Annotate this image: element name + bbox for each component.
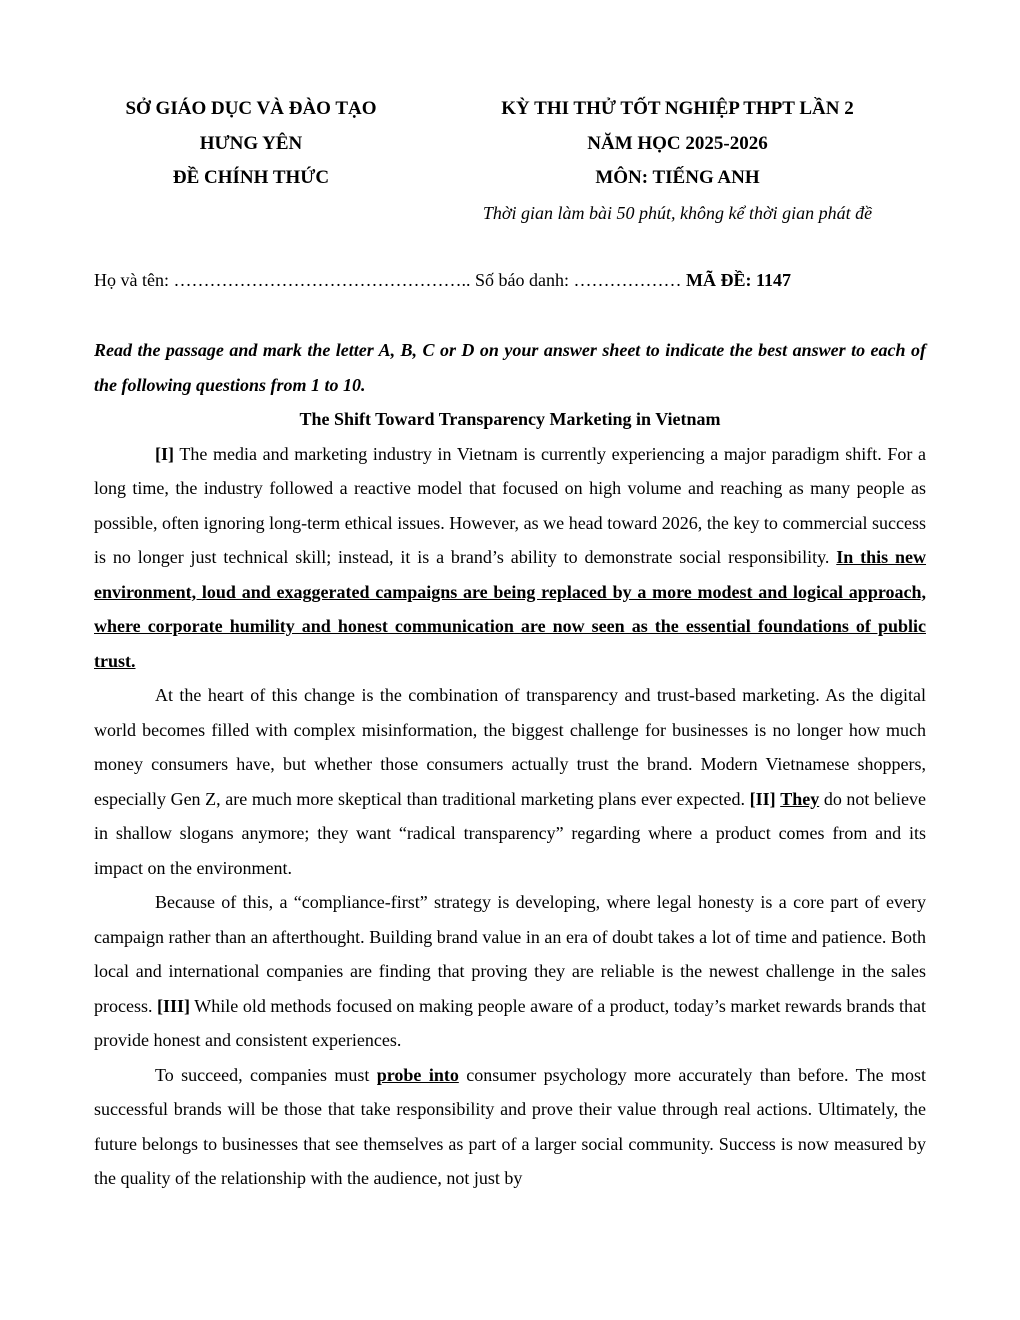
subject: MÔN: TIẾNG ANH bbox=[595, 167, 760, 188]
passage-paragraph-3 bbox=[94, 885, 926, 1058]
p2-text-2: do not believe in shallow slogans anymore; they want “radical transparency” regarding where a product comes from and its impact on the environment. bbox=[94, 788, 926, 878]
passage-paragraph-2 bbox=[94, 678, 926, 885]
exam-code: MÃ ĐỀ: 1147 bbox=[685, 270, 791, 290]
p1-text: The media and marketing industry in Vietnam is currently experiencing a major paradigm shift. For a long time, the industry followed a reactive model that focused on high volume and reaching as many people as possible, often ignoring long-term ethical issues. However, as we head toward 2026, the key to commercial success is no longer just technical skill; instead, it is a brand’s ability to demonstrate social responsibility. bbox=[94, 443, 926, 567]
exam-header bbox=[445, 92, 910, 230]
p3-text-2: While old methods focused on making people aware of a product, today’s market rewards brands that provide honest and consistent experiences. bbox=[94, 995, 926, 1050]
reading-section bbox=[94, 333, 926, 1196]
candidate-fields: Họ và tên: ………………………………………….. Số báo danh: ……………… bbox=[94, 270, 686, 290]
p4-text-1: To succeed, companies must bbox=[155, 1064, 377, 1085]
p4-text-2: consumer psychology more accurately than before. The most successful brands will be those that take responsibility and prove their value through real actions. Ultimately, the future belongs to businesses that see themselves as part of a larger social community. Success is now measured by the quality of the relationship with the audience, not just by bbox=[94, 1064, 926, 1188]
marker-ii: [II] bbox=[749, 788, 776, 809]
department-name: SỞ GIÁO DỤC VÀ ĐÀO TẠO bbox=[125, 98, 377, 119]
department-header bbox=[90, 92, 412, 196]
candidate-info-line bbox=[94, 266, 926, 294]
p1-underlined-sentence: In this new environment, loud and exaggerated campaigns are being replaced by a more modest and logical approach, where corporate humility and honest communication are now seen as the essential foundations of public trust. bbox=[94, 547, 927, 671]
marker-i: [I] bbox=[155, 443, 174, 464]
marker-iii: [III] bbox=[157, 995, 191, 1016]
passage-paragraph-4 bbox=[94, 1058, 926, 1196]
p2-underlined-word: They bbox=[780, 788, 820, 809]
exam-title: KỲ THI THỬ TỐT NGHIỆP THPT LẦN 2 bbox=[501, 98, 854, 119]
school-year: NĂM HỌC 2025-2026 bbox=[587, 132, 768, 154]
time-note: Thời gian làm bài 50 phút, không kể thời gian phát đề bbox=[482, 202, 873, 223]
section-instruction: Read the passage and mark the letter A, B, C or D on your answer sheet to indicate the best answer to each of the following questions from 1 to 10. bbox=[94, 340, 926, 395]
official-exam-label: ĐỀ CHÍNH THỨC bbox=[172, 167, 330, 188]
p3-text-1: Because of this, a “compliance-first” strategy is developing, where legal honesty is a core part of every campaign rather than an afterthought. Building brand value in an era of doubt takes a lot of time and patience. Both local and international companies are finding that proving they are reliable is the newest challenge in the sales process. bbox=[94, 892, 926, 1016]
p4-underlined-phrase: probe into bbox=[376, 1064, 459, 1085]
passage-paragraph-1 bbox=[94, 437, 926, 679]
passage-title: The Shift Toward Transparency Marketing in Vietnam bbox=[299, 409, 721, 429]
p2-text-1: At the heart of this change is the combination of transparency and trust-based marketing. As the digital world becomes filled with complex misinformation, the biggest challenge for businesses is no longer how much money consumers have, but whether those consumers actually trust the brand. Modern Vietnamese shoppers, especially Gen Z, are much more skeptical than traditional marketing plans ever expected. bbox=[94, 685, 926, 809]
province-name: HƯNG YÊN bbox=[199, 132, 303, 154]
